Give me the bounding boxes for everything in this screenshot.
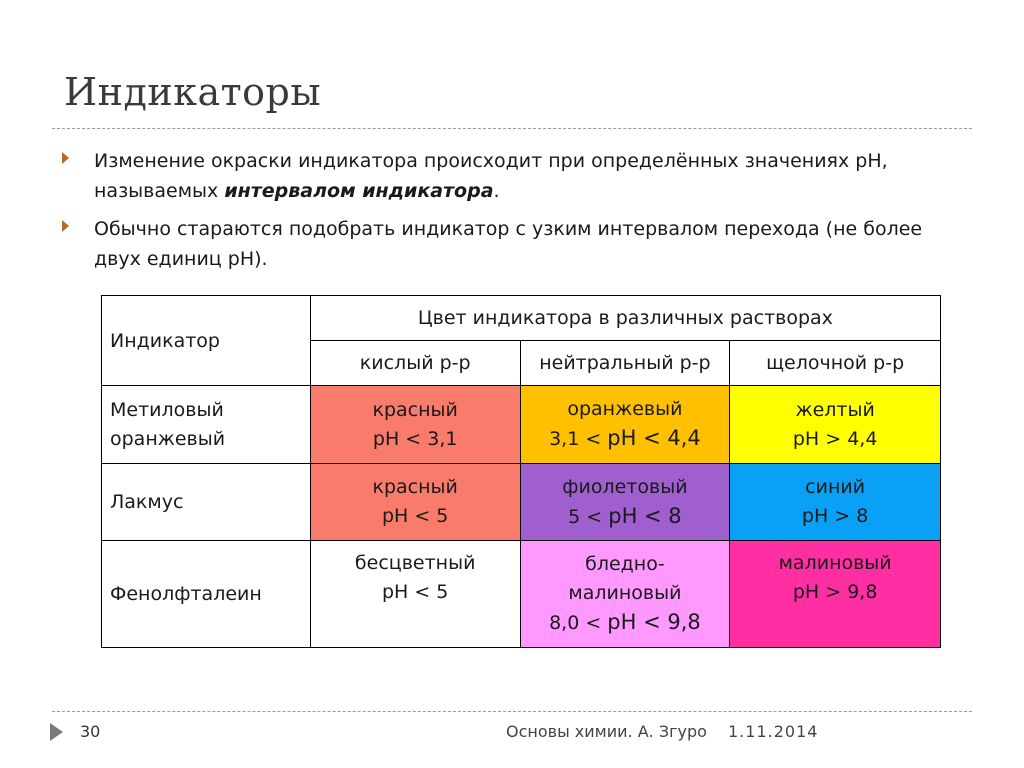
indicator-name: Лакмус <box>102 464 311 541</box>
title-divider <box>52 128 972 129</box>
indicator-table <box>101 295 941 648</box>
bullet-emphasis: интервалом индикатора <box>224 180 494 202</box>
page-number: 30 <box>80 722 101 741</box>
footer-arrow-icon <box>50 723 63 741</box>
table-row <box>102 541 941 648</box>
bullet-item <box>60 146 960 206</box>
bullet-text: Обычно стараются подобрать индикатор с узким интервалом перехода (не более двух единиц pH). <box>94 218 923 270</box>
alkaline-cell: малиновый pH > 9,8 <box>730 541 941 648</box>
header-indicator: Индикатор <box>102 296 311 386</box>
acid-cell: красный pH < 3,1 <box>310 386 520 464</box>
bullet-text-end: . <box>493 180 500 202</box>
footer-divider <box>52 711 972 712</box>
header-alkaline: щелочной р-р <box>730 341 941 386</box>
bullet-text: Изменение окраски индикатора происходит при определённых значениях pH, называемых <box>94 150 888 202</box>
alkaline-cell: синий pH > 8 <box>730 464 941 541</box>
header-color-group: Цвет индикатора в различных растворах <box>310 296 940 341</box>
table-row <box>102 464 941 541</box>
footer-date: 1.11.2014 <box>728 722 819 741</box>
indicator-name: Метиловый оранжевый <box>102 386 311 464</box>
indicator-name: Фенолфталеин <box>102 541 311 648</box>
neutral-cell: бледно- малиновый 8,0 < pH < 9,8 <box>520 541 730 648</box>
acid-cell: бесцветный pH < 5 <box>310 541 520 648</box>
footer-text: Основы химии. А. Згуро <box>506 722 707 741</box>
bullet-arrow-icon <box>62 152 69 164</box>
neutral-cell: фиолетовый 5 < pH < 8 <box>520 464 730 541</box>
table-row <box>102 386 941 464</box>
bullet-list <box>60 146 960 282</box>
acid-cell: красный pH < 5 <box>310 464 520 541</box>
neutral-cell: оранжевый 3,1 < pH < 4,4 <box>520 386 730 464</box>
bullet-item <box>60 214 960 274</box>
slide-title: Индикаторы <box>64 70 322 114</box>
header-acid: кислый р-р <box>310 341 520 386</box>
alkaline-cell: желтый pH > 4,4 <box>730 386 941 464</box>
header-neutral: нейтральный р-р <box>520 341 730 386</box>
bullet-arrow-icon <box>62 220 69 232</box>
